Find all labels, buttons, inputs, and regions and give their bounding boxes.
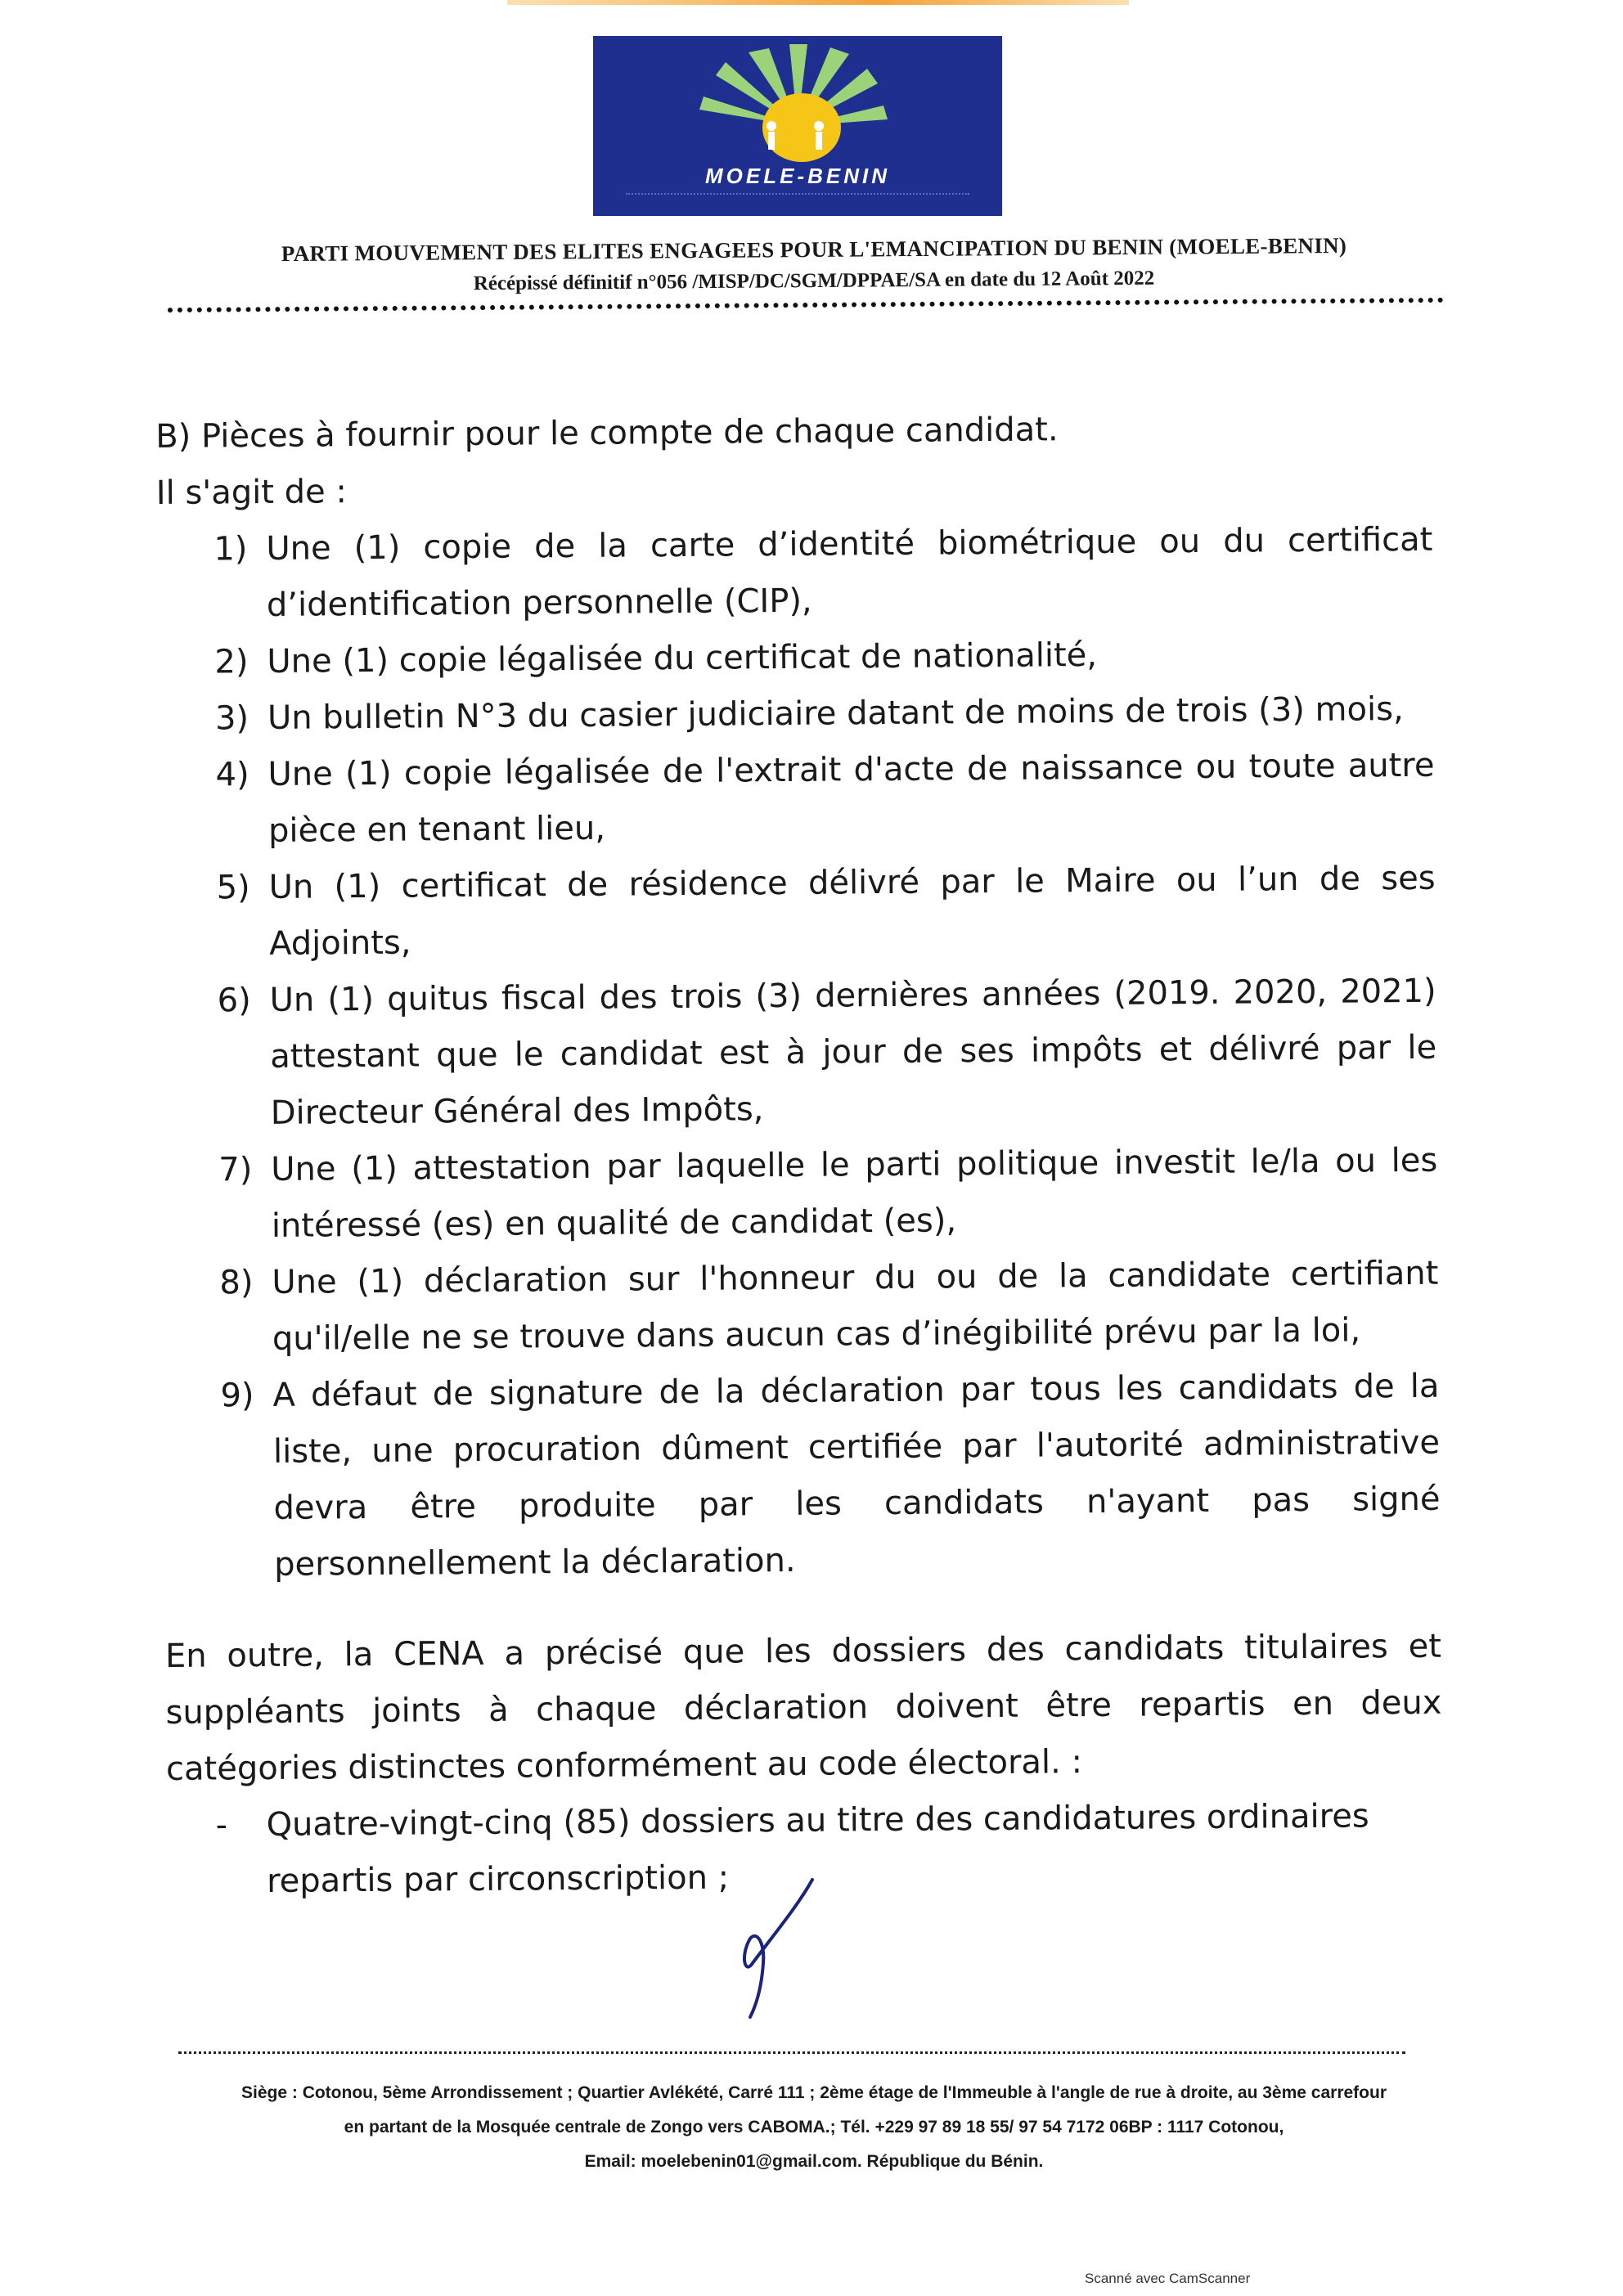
list-item bbox=[161, 1133, 1438, 1256]
item-text: Une (1) copie légalisée du certificat de nationalité, bbox=[267, 636, 1098, 681]
item-number: 2) bbox=[214, 643, 249, 681]
document-body bbox=[155, 399, 1443, 1911]
asterisk-divider bbox=[168, 298, 1444, 324]
top-color-strip bbox=[507, 0, 1129, 5]
footer-directions: en partant de la Mosquée centrale de Zongo vers CABOMA.; Tél. +229 97 89 18 55/ 97 54 7172 06BP : 1117 Cotonou, bbox=[344, 2118, 1284, 2136]
item-text: Un (1) certificat de résidence délivré par le Maire ou l’un de ses Adjoints, bbox=[268, 859, 1436, 963]
outro-paragraph: En outre, la CENA a précisé que les dossiers des candidats titulaires et suppléants joints à chaque déclaration doivent être repartis en deux catégories distinctes conformément au code électoral. : bbox=[164, 1627, 1442, 1788]
footer-address: Siège : Cotonou, 5ème Arrondissement ; Quartier Avlékété, Carré 111 ; 2ème étage de l'Immeuble à l'angle de rue à droite, au 3ème carrefour bbox=[241, 2083, 1387, 2102]
handwritten-signature bbox=[732, 1873, 822, 2020]
item-text: Un bulletin N°3 du casier judiciaire datant de moins de trois (3) mois, bbox=[267, 690, 1404, 737]
list-item bbox=[158, 738, 1435, 860]
footer-divider bbox=[178, 2051, 1405, 2054]
item-number: 1) bbox=[214, 530, 248, 568]
list-item bbox=[157, 625, 1433, 691]
item-text: A défaut de signature de la déclaration par tous les candidats de la liste, une procuration dûment certifiée par l'autorité administrative devra être produite par les candidats n'ayant pas signé personnellement la déclaration. bbox=[272, 1367, 1441, 1584]
logo-emblem bbox=[593, 36, 1002, 216]
footer bbox=[164, 2076, 1464, 2179]
item-number: 6) bbox=[217, 982, 251, 1020]
list-item bbox=[156, 512, 1433, 635]
item-number: 9) bbox=[220, 1377, 254, 1415]
bullet-dash: - bbox=[215, 1806, 228, 1844]
footer-contact: Email: moelebenin01@gmail.com. République du Bénin. bbox=[584, 2152, 1044, 2171]
item-number: 8) bbox=[219, 1264, 254, 1302]
item-text: Une (1) copie légalisée de l'extrait d'acte de naissance ou toute autre pièce en tenant lieu, bbox=[268, 746, 1435, 850]
item-text: Une (1) copie de la carte d’identité biométrique ou du certificat d’identification personnelle (CIP), bbox=[266, 520, 1433, 624]
item-number: 5) bbox=[216, 869, 250, 907]
required-documents-list bbox=[156, 512, 1441, 1594]
list-item bbox=[158, 681, 1434, 748]
scan-watermark: Scanné avec CamScanner bbox=[1085, 2271, 1251, 2286]
party-logo bbox=[593, 36, 1002, 216]
section-title: B) Pièces à fournir pour le compte de chaque candidat. bbox=[155, 411, 1059, 456]
item-number: 4) bbox=[215, 756, 250, 794]
item-text: Une (1) déclaration sur l'honneur du ou de la candidate certifiant qu'il/elle ne se trouve dans aucun cas d’inégibilité prévu par la loi, bbox=[272, 1254, 1439, 1358]
list-item bbox=[163, 1359, 1441, 1594]
item-number: 3) bbox=[214, 699, 250, 738]
list-item bbox=[162, 1246, 1439, 1368]
item-text: Un (1) quitus fiscal des trois (3) dernières années (2019. 2020, 2021) attestant que le candidat est à jour de ses impôts et délivré par le Directeur Général des Impôts, bbox=[269, 972, 1437, 1132]
section-intro: Il s'agit de : bbox=[155, 473, 348, 512]
list-item bbox=[160, 964, 1437, 1143]
item-text: Quatre-vingt-cinq (85) dossiers au titre des candidatures ordinaires repartis par circonscription ; bbox=[266, 1797, 1369, 1900]
logo-name: MOELE-BENIN bbox=[705, 164, 890, 188]
item-number: 7) bbox=[218, 1151, 253, 1189]
list-item bbox=[159, 851, 1436, 973]
logo-tagline bbox=[626, 193, 969, 197]
party-name: PARTI MOUVEMENT DES ELITES ENGAGEES POUR L'EMANCIPATION DU BENIN (MOELE-BENIN) bbox=[281, 232, 1347, 267]
item-text: Une (1) attestation par laquelle le parti politique investit le/la ou les intéressé (es) en qualité de candidat (es), bbox=[271, 1141, 1438, 1245]
receipt-reference: Récépissé définitif n°056 /MISP/DC/SGM/DPPAE/SA en date du 12 Août 2022 bbox=[473, 267, 1155, 295]
